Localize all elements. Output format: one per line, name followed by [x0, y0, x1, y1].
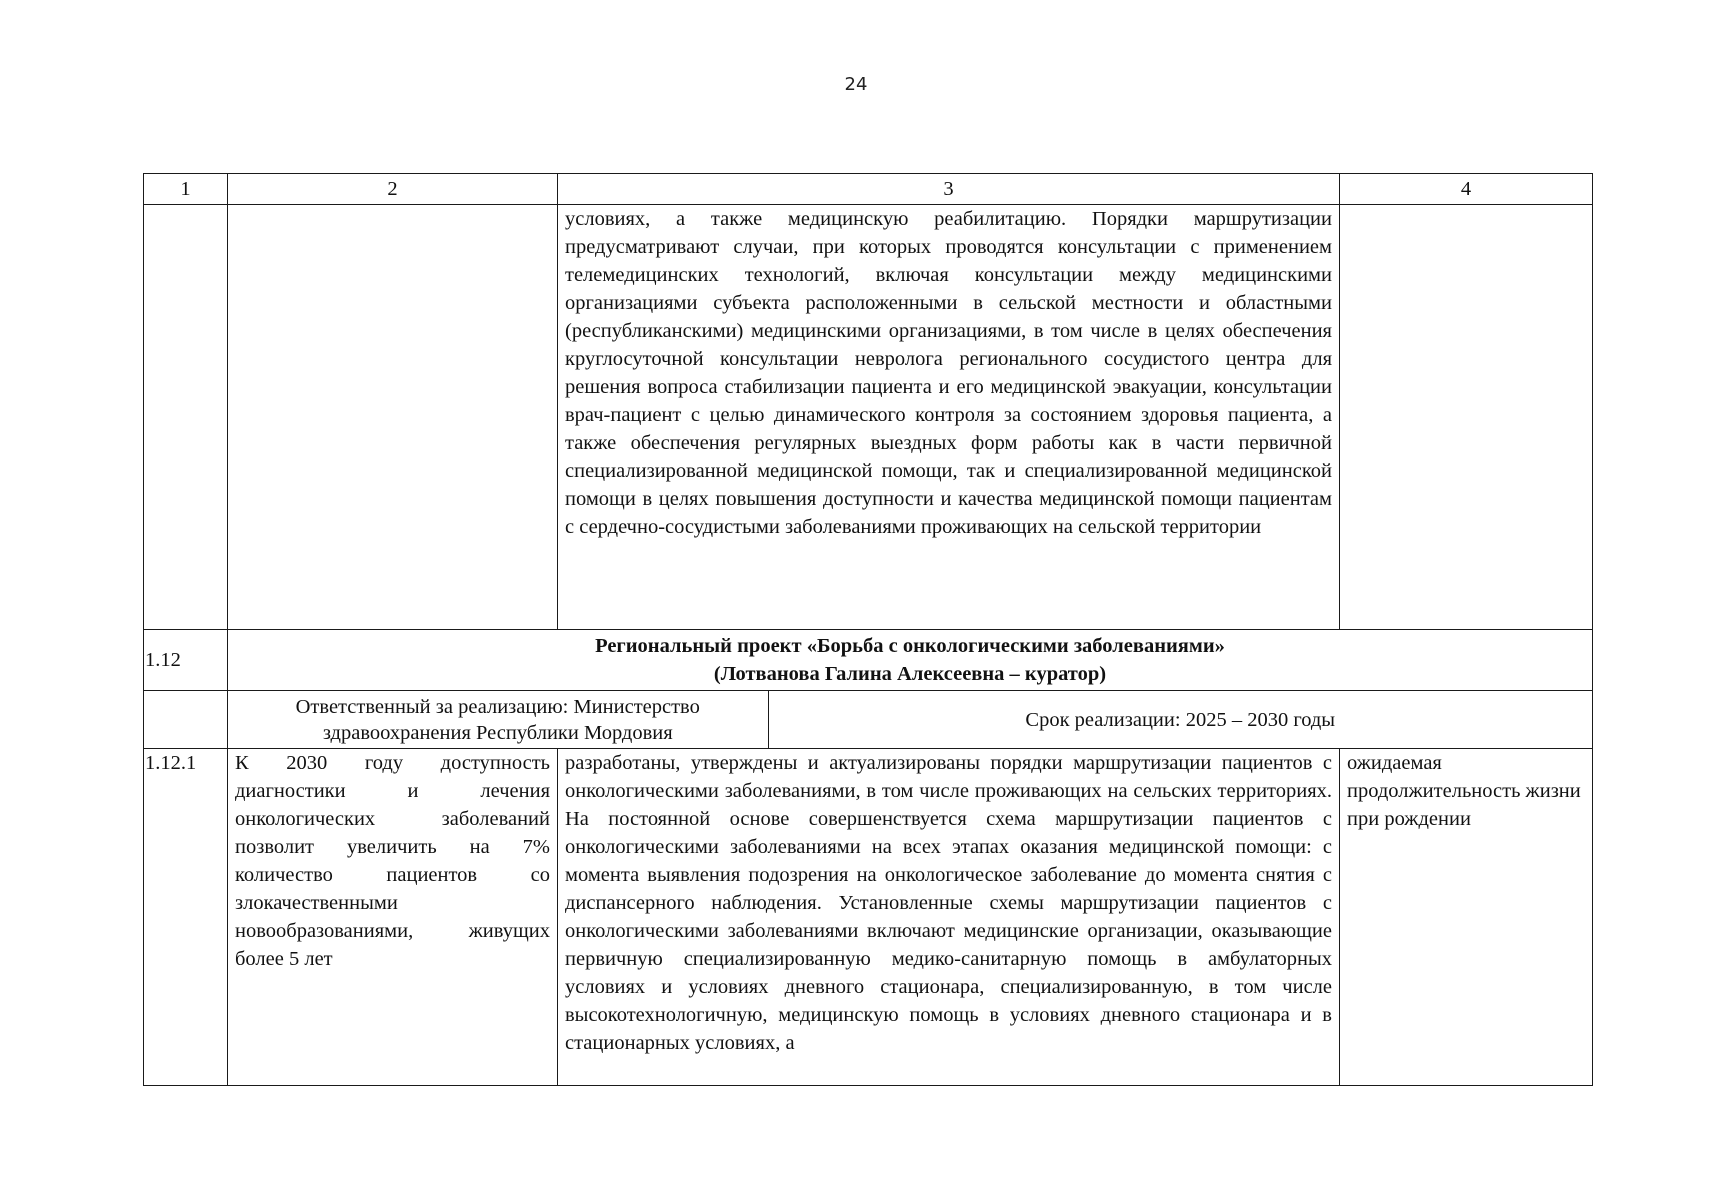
header-col-3: 3: [558, 174, 1340, 205]
project-info-empty: [144, 691, 228, 749]
project-info-row: [144, 691, 1593, 749]
project-info-cell: [228, 691, 1593, 749]
row-goal: К 2030 году доступность диагностики и лечения онкологических заболеваний позволит увеличить на 7% количество пациентов со злокачественными новообразованиями, живущих более 5 лет: [228, 749, 558, 1086]
row-number: 1.12.1: [144, 749, 228, 1086]
responsible-text: Ответственный за реализацию: Министерство здравоохранения Республики Мордовия: [228, 691, 768, 748]
header-col-2: 2: [228, 174, 558, 205]
page-number: 24: [844, 74, 868, 95]
project-title-row: [144, 630, 1593, 691]
table-row-1-12-1: [144, 749, 1593, 1086]
cell-description: условиях, а также медицинскую реабилитацию. Порядки маршрутизации предусматривают случаи, при которых проводятся консультации с применением телемедицинских технологий, включая консультации между медицинскими организациями субъекта расположенными в сельской местности и областными (республиканскими) медицинскими организациями, в том числе в целях обеспечения круглосуточной консультации невролога регионального сосудистого центра для решения вопроса стабилизации пациента и его медицинской эвакуации, консультации врач-пациент с целью динамического контроля за состоянием здоровья пациента, а также обеспечения регулярных выездных форм работы как в части первичной специализированной медицинской помощи, так и специализированной медицинской помощи в целях повышения доступности и качества медицинской помощи пациентам с сердечно-сосудистыми заболеваниями проживающих на сельской территории: [558, 205, 1340, 630]
cell-goal: [228, 205, 558, 630]
header-col-4: 4: [1340, 174, 1593, 205]
table-row-continuation: [144, 205, 1593, 630]
cell-indicator: [1340, 205, 1593, 630]
header-col-1: 1: [144, 174, 228, 205]
row-indicator: ожидаемая продолжительность жизни при рождении: [1340, 749, 1593, 1086]
document-table: [143, 173, 1593, 1086]
project-number: 1.12: [144, 630, 228, 691]
project-title-line-1: Региональный проект «Борьба с онкологическими заболеваниями»: [595, 635, 1225, 657]
project-info-inner: [228, 691, 1592, 748]
cell-number: [144, 205, 228, 630]
header-row: [144, 174, 1593, 205]
project-title: [228, 630, 1593, 691]
project-title-line-2: (Лотванова Галина Алексеевна – куратор): [713, 663, 1107, 685]
row-description: разработаны, утверждены и актуализированы порядки маршрутизации пациентов с онкологическими заболеваниями, в том числе проживающих на сельских территориях. На постоянной основе совершенствуется схема маршрутизации пациентов с онкологическими заболеваниями на всех этапах оказания медицинской помощи: с момента выявления подозрения на онкологическое заболевание до момента снятия с диспансерного наблюдения. Установленные схемы маршрутизации пациентов с онкологическими заболеваниями включают медицинские организации, оказывающие первичную специализированную медико-санитарную помощь в амбулаторных условиях и условиях дневного стационара, специализированную, в том числе высокотехнологичную, медицинскую помощь в условиях дневного стационара и в стационарных условиях, а: [558, 749, 1340, 1086]
term-text: Срок реализации: 2025 – 2030 годы: [1025, 708, 1336, 731]
